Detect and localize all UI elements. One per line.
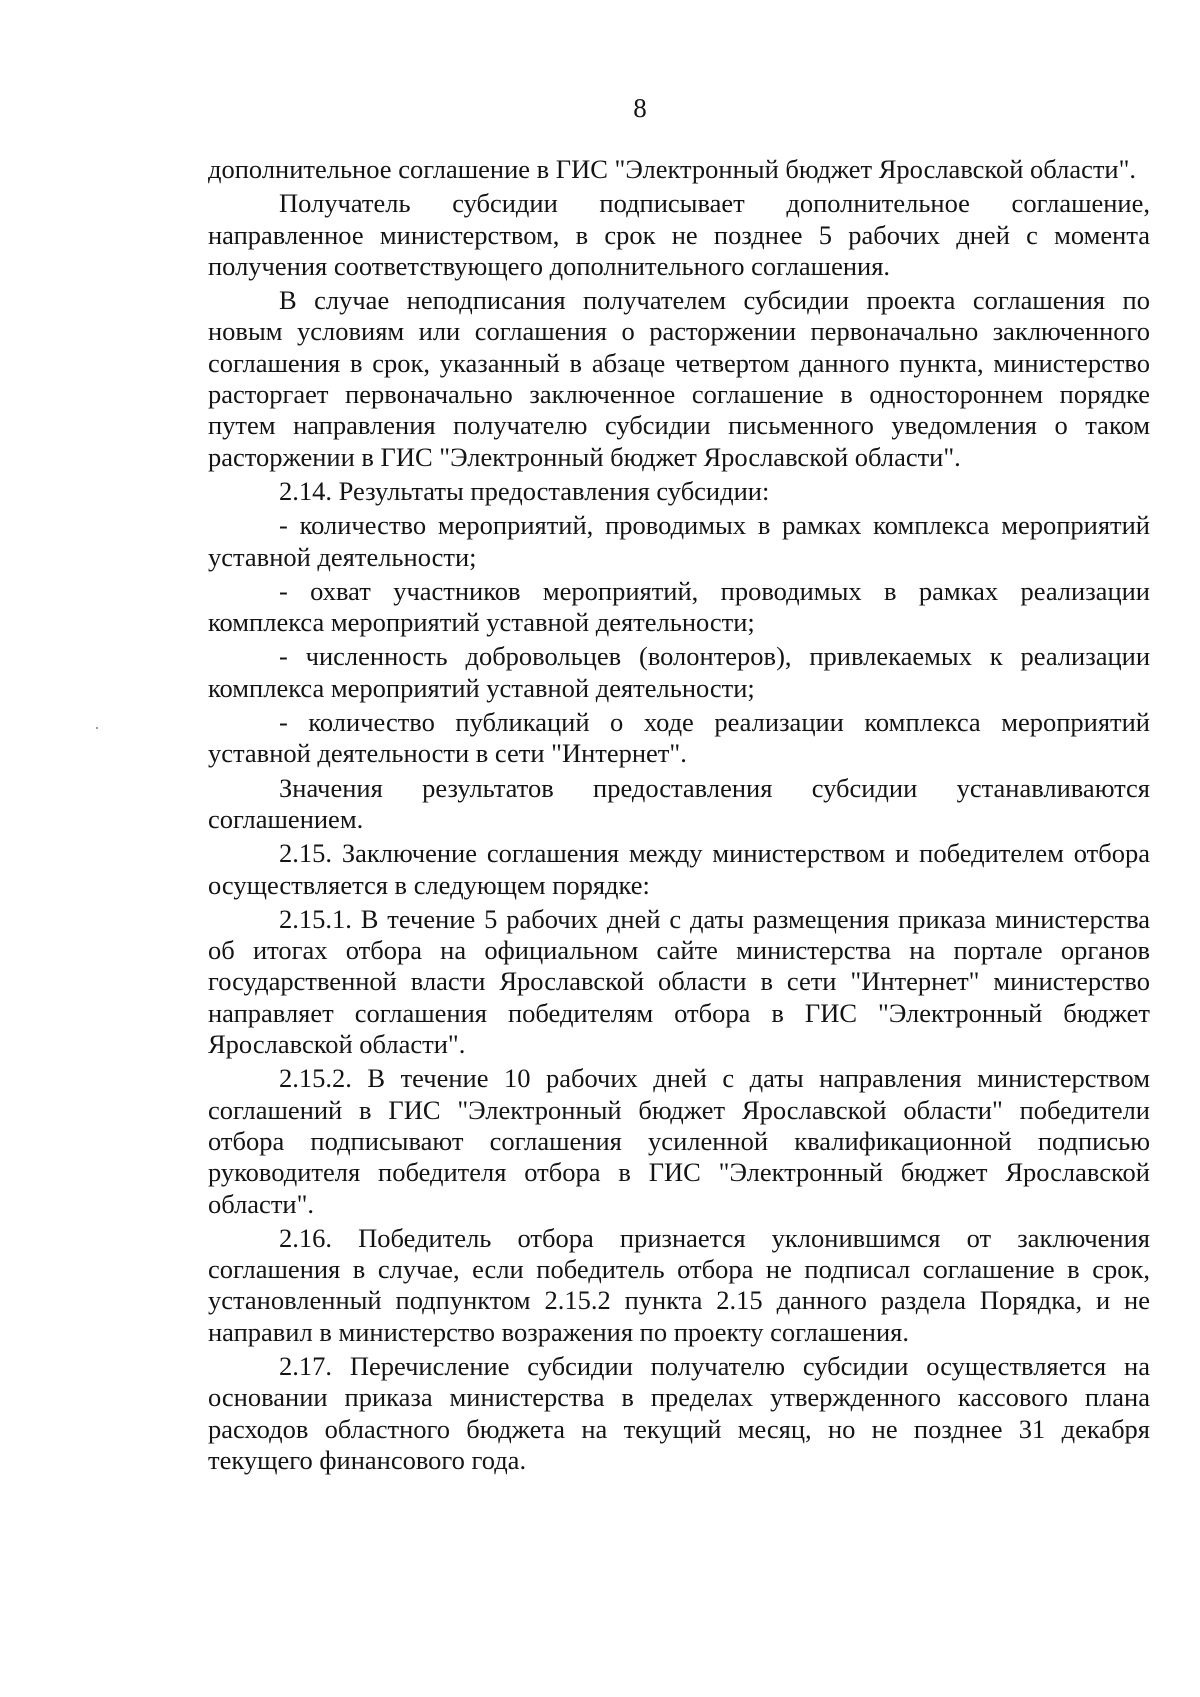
paragraph: дополнительное соглашение в ГИС "Электронный бюджет Ярославской области". — [208, 154, 1137, 184]
list-item: - количество публикаций о ходе реализации комплекса мероприятий уставной деятельности в сети "Интернет". — [208, 707, 1150, 769]
list-item: - охват участников мероприятий, проводимых в рамках реализации комплекса мероприятий уставной деятельности; — [208, 575, 1150, 638]
paragraph: В случае неподписания получателем субсидии проекта соглашения по новым условиям или соглашения о расторжении первоначально заключенного соглашения в срок, указанный в абзаце четвертом данного пункта, министерство расторгает первоначально заключенное соглашение в одностороннем порядке путем направления получателю субсидии письменного уведомления о таком расторжении в ГИС "Электронный бюджет Ярославской области". — [208, 285, 1150, 472]
scan-speck — [96, 727, 98, 729]
list-item: - количество мероприятий, проводимых в рамках комплекса мероприятий уставной деятельности; — [208, 510, 1150, 572]
section-2-16: 2.16. Победитель отбора признается уклонившимся от заключения соглашения в случае, если победитель отбора не подписал соглашение в срок, установленный подпунктом 2.15.2 пункта 2.15 данного раздела Порядка, и не направил в министерство возражения по проекту соглашения. — [208, 1222, 1150, 1347]
section-2-17: 2.17. Перечисление субсидии получателю субсидии осуществляется на основании приказа министерства в пределах утвержденного кассового плана расходов областного бюджета на текущий месяц, но не позднее 31 декабря текущего финансового года. — [208, 1350, 1150, 1475]
document-body — [208, 154, 1150, 1479]
page-number: 8 — [633, 93, 647, 123]
section-2-15-2: 2.15.2. В течение 10 рабочих дней с даты направления министерством соглашений в ГИС "Электронный бюджет Ярославской области" победители отбора подписывают соглашения усиленной квалификационной подписью руководителя победителя отбора в ГИС "Электронный бюджет Ярославской области". — [208, 1063, 1150, 1219]
section-2-15-1: 2.15.1. В течение 5 рабочих дней с даты размещения приказа министерства об итогах отбора на официальном сайте министерства на портале органов государственной власти Ярославской области в сети "Интернет" министерство направляет соглашения победителям отбора в ГИС "Электронный бюджет Ярославской области". — [208, 903, 1150, 1060]
section-2-15: 2.15. Заключение соглашения между министерством и победителем отбора осуществляется в следующем порядке: — [208, 838, 1150, 900]
section-heading-2-14: 2.14. Результаты предоставления субсидии: — [279, 475, 770, 506]
list-item: - численность добровольцев (волонтеров), привлекаемых к реализации комплекса мероприятий уставной деятельности; — [208, 641, 1150, 703]
paragraph: Значения результатов предоставления субсидии устанавливаются соглашением. — [208, 772, 1150, 834]
paragraph: Получатель субсидии подписывает дополнительное соглашение, направленное министерством, в срок не позднее 5 рабочих дней с момента получения соответствующего дополнительного соглашения. — [208, 188, 1150, 281]
